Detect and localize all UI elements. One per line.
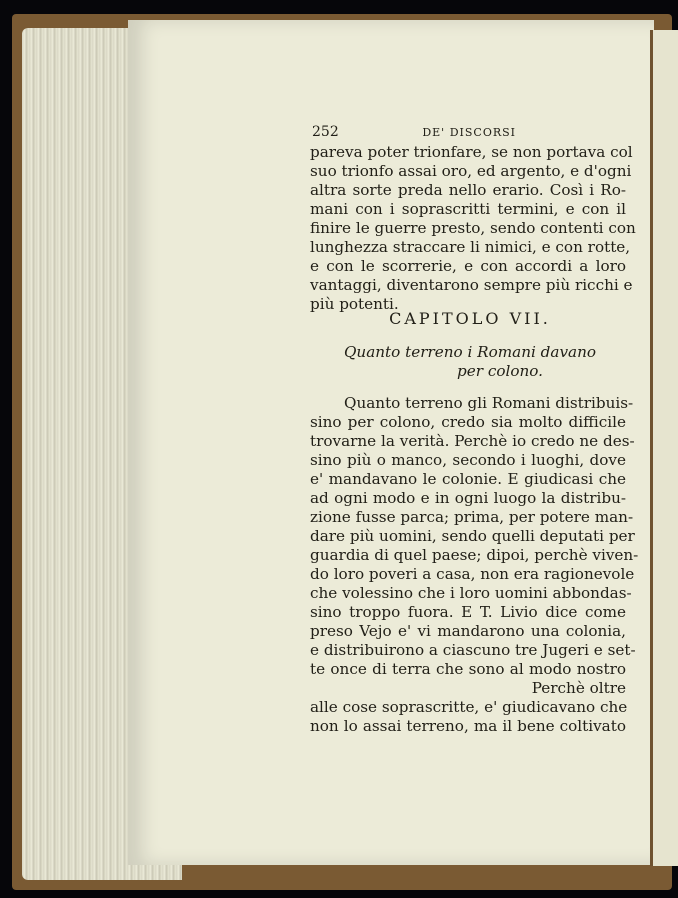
text-line: sino troppo fuora. E T. Livio dice come	[310, 603, 626, 621]
running-head: DE' DISCORSI	[422, 126, 516, 139]
paragraph-main	[310, 394, 639, 736]
text-line: finire le guerre presto, sendo contenti con	[310, 219, 636, 237]
text-line: non lo assai terreno, ma il bene coltivato	[310, 717, 626, 735]
text-line: più potenti.	[310, 295, 399, 313]
text-line: Perchè oltre	[531, 679, 626, 697]
text-line: vantaggi, diventarono sempre più ricchi e	[310, 276, 633, 294]
text-line: ad ogni modo e in ogni luogo la distribu-	[310, 489, 626, 507]
chapter-subtitle	[312, 343, 628, 381]
text-line: preso Vejo e' vi mandarono una colonia,	[310, 622, 626, 640]
paragraph-continuation	[310, 143, 636, 314]
text-line: Quanto terreno gli Romani distribuis-	[344, 394, 634, 412]
page-number: 252	[312, 124, 339, 140]
text-line: te once di terra che sono al modo nostro	[310, 660, 626, 678]
text-line: trovarne la verità. Perchè io credo ne des-	[310, 432, 635, 450]
text-line: zione fusse parca; prima, per potere man-	[310, 508, 634, 526]
text-line: do loro poveri a casa, non era ragionevole	[310, 565, 635, 583]
facing-page-edge	[650, 30, 678, 866]
text-line: sino per colono, credo sia molto difficile	[310, 413, 626, 431]
text-line: alle cose soprascritte, e' giudicavano che	[310, 698, 628, 716]
text-line: e con le scorrerie, e con accordi a loro	[310, 257, 626, 275]
text-line: sino più o manco, secondo i luoghi, dove	[310, 451, 626, 469]
subtitle-line: per colono.	[457, 362, 543, 380]
text-line: pareva poter trionfare, se non portava col	[310, 143, 633, 161]
text-line: che volessino che i loro uomini abbondas-	[310, 584, 632, 602]
text-line: altra sorte preda nello erario. Così i Ro-	[310, 181, 626, 199]
chapter-title: CAPITOLO VII.	[389, 309, 551, 328]
text-line: mani con i soprascritti termini, e con il	[310, 200, 626, 218]
text-line: e' mandavano le colonie. E giudicasi che	[310, 470, 626, 488]
text-line: suo trionfo assai oro, ed argento, e d'ogni	[310, 162, 632, 180]
subtitle-line: Quanto terreno i Romani davano	[343, 343, 597, 361]
text-line: dare più uomini, sendo quelli deputati per	[310, 527, 635, 545]
text-line: e distribuirono a ciascuno tre Jugeri e set-	[310, 641, 636, 659]
text-line: lunghezza straccare li nimici, e con rotte,	[310, 238, 631, 256]
text-line: guardia di quel paese; dipoi, perchè viven-	[310, 546, 639, 564]
page-header	[312, 124, 516, 144]
